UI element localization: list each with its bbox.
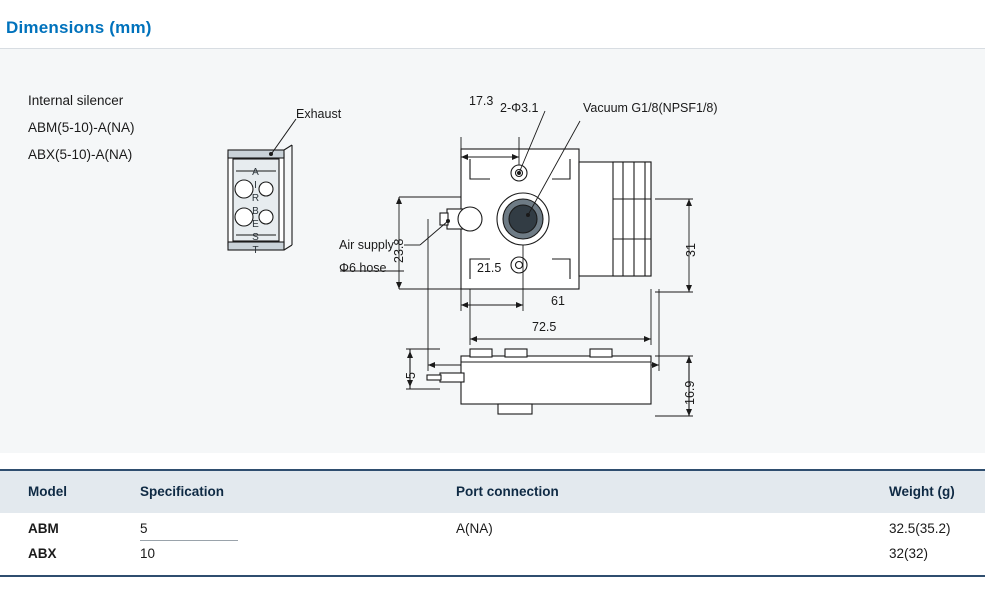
spec-underline [140, 540, 238, 541]
drawing-panel [0, 49, 985, 453]
callout-hose: Φ6 hose [339, 261, 387, 275]
dimension-31: 31 [684, 243, 698, 257]
side-view [406, 349, 693, 416]
column-header-port: Port connection [456, 484, 559, 499]
spec-table [0, 469, 985, 577]
table-row: ABX [28, 546, 57, 561]
callout-vacuum: Vacuum G1/8(NPSF1/8) [583, 101, 718, 115]
table-body [0, 513, 985, 577]
callout-exhaust: Exhaust [296, 107, 342, 121]
dimension-16-9: 16.9 [683, 380, 697, 405]
dimension-5: 5 [404, 372, 418, 379]
table-header-row [0, 469, 985, 513]
dimension-61: 61 [551, 294, 565, 308]
table-row: ABM [28, 521, 59, 536]
technical-drawing [0, 49, 985, 453]
cell-spec-0: 5 [140, 521, 148, 536]
body-brand-text: AIRBEST [250, 167, 261, 258]
callout-air-supply: Air supply [339, 238, 394, 252]
variant-label-2: ABX(5-10)-A(NA) [28, 147, 133, 162]
cell-port-0: A(NA) [456, 521, 493, 536]
dimension-17-3: 17.3 [469, 94, 494, 108]
dimension-72-5: 72.5 [532, 320, 557, 334]
dimension-23-8: 23.8 [392, 238, 406, 263]
page-title: Dimensions (mm) [6, 18, 152, 37]
dimension-21-5: 21.5 [477, 261, 502, 275]
cell-spec-1: 10 [140, 546, 156, 561]
variant-label-1: ABM(5-10)-A(NA) [28, 120, 135, 135]
cell-weight-1: 32(32) [889, 546, 929, 561]
callout-ports: 2-Φ3.1 [500, 101, 539, 115]
top-view [440, 149, 651, 289]
cell-weight-0: 32.5(35.2) [889, 521, 951, 536]
variant-label-0: Internal silencer [28, 93, 124, 108]
column-header-spec: Specification [140, 484, 225, 499]
column-header-weight: Weight (g) [889, 484, 955, 499]
column-header-model: Model [28, 484, 67, 499]
